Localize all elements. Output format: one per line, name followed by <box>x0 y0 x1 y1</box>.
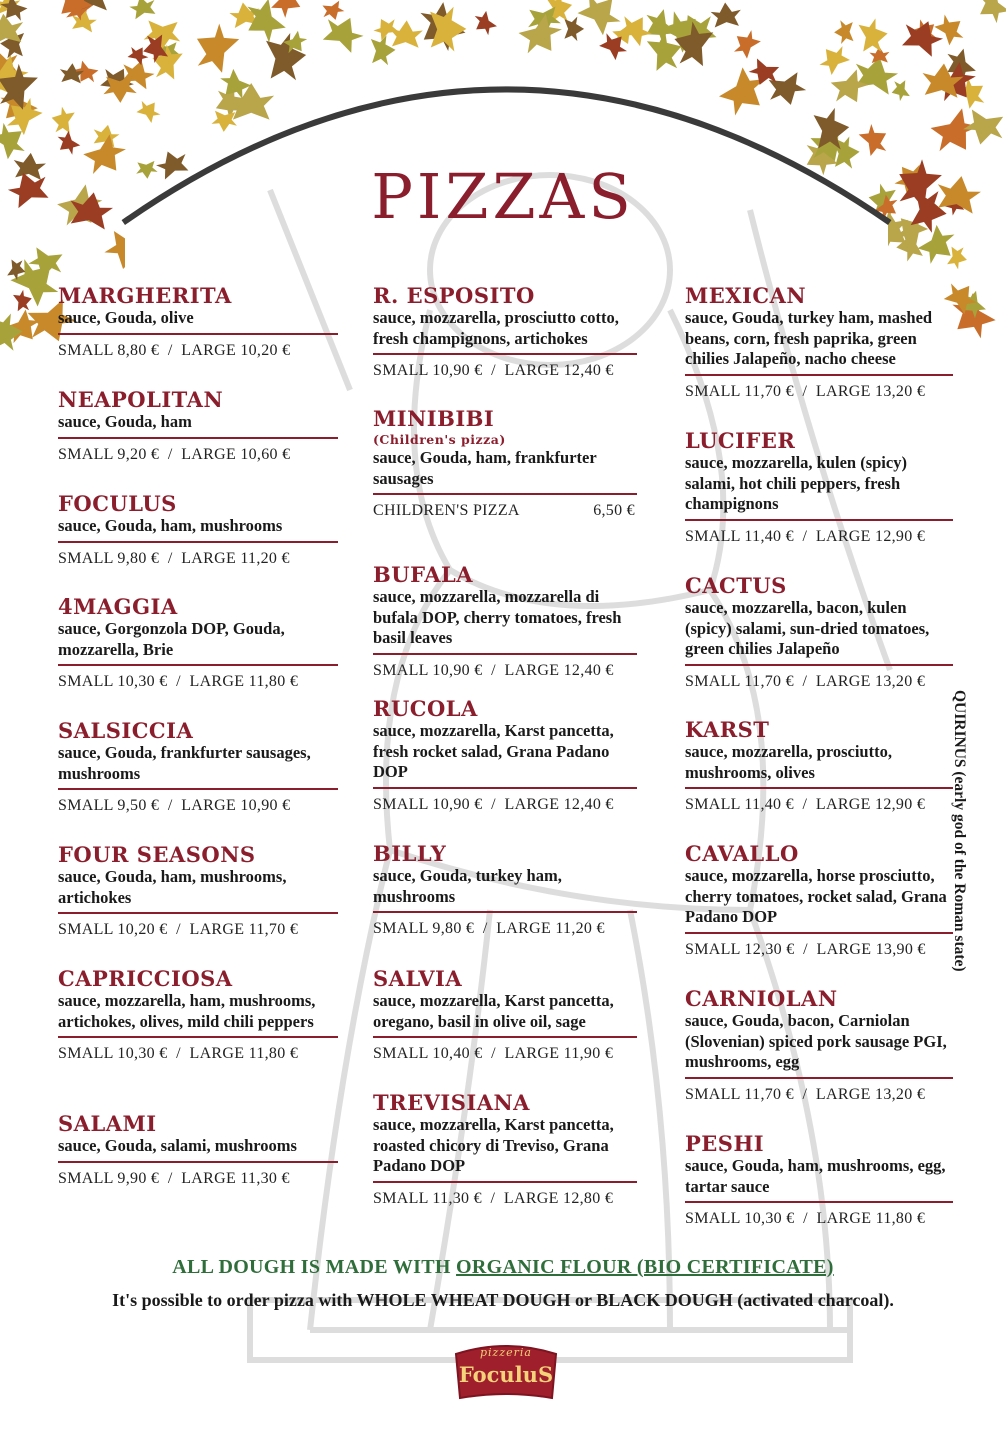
pizza-price <box>373 919 637 939</box>
price-separator: / <box>481 1189 504 1207</box>
pizza-name: R. ESPOSITO <box>373 283 535 308</box>
price-separator: / <box>793 796 816 813</box>
price-large: LARGE 11,90 € <box>504 1045 614 1062</box>
price-large: LARGE 12,80 € <box>503 1189 614 1207</box>
pizza-ingredients: sauce, Gouda, ham, mushrooms <box>58 516 338 543</box>
pizza-price <box>373 361 637 381</box>
menu-item <box>373 407 637 521</box>
pizza-ingredients: sauce, mozzarella, Karst pancetta, fresh rocket salad, Grana Padano DOP <box>373 721 637 789</box>
price-large: LARGE 11,20 € <box>181 549 290 567</box>
pizza-price <box>685 1085 953 1105</box>
price-separator: / <box>482 362 505 379</box>
menu-item <box>373 967 637 1064</box>
pizza-ingredients: sauce, Gouda, turkey ham, mashed beans, corn, fresh paprika, green chilies Jalapeño, nacho cheese <box>685 308 953 376</box>
price-large: LARGE 12,40 € <box>504 795 614 813</box>
price-small: SMALL 10,30 € <box>58 673 168 690</box>
price-separator: / <box>793 527 816 545</box>
price-small: SMALL 11,70 € <box>685 672 794 690</box>
menu-item <box>58 388 338 465</box>
menu-item <box>373 842 637 939</box>
pizza-ingredients: sauce, Gouda, bacon, Carniolan (Slovenian) spiced pork sausage PGI, mushrooms, egg <box>685 1011 953 1079</box>
organic-note-underlined: ORGANIC FLOUR (BIO CERTIFICATE) <box>456 1256 834 1278</box>
pizza-name: SALSICCIA <box>58 718 194 743</box>
pizza-price <box>373 795 637 815</box>
price-small: SMALL 10,40 € <box>373 1045 483 1062</box>
pizza-price <box>58 920 338 940</box>
pizza-ingredients: sauce, Gouda, olive <box>58 308 338 335</box>
price-small: SMALL 10,30 € <box>685 1210 795 1227</box>
pizza-name: PESHI <box>685 1131 765 1156</box>
pizza-ingredients: sauce, Gouda, ham, frankfurter sausages <box>373 448 637 495</box>
menu-item <box>58 967 338 1064</box>
price-small: SMALL 9,20 € <box>58 445 160 463</box>
price-small: SMALL 9,50 € <box>58 797 160 814</box>
pizza-price <box>685 672 953 692</box>
pizza-ingredients: sauce, Gouda, turkey ham, mushrooms <box>373 866 637 913</box>
pizza-name: MEXICAN <box>685 283 807 308</box>
organic-note-prefix: ALL DOUGH IS MADE WITH <box>172 1256 457 1278</box>
dough-options-note: It's possible to order pizza with WHOLE WHEAT DOUGH or BLACK DOUGH (activated charcoal). <box>112 1290 894 1310</box>
price-small: SMALL 9,80 € <box>58 549 160 567</box>
menu-item <box>685 574 953 692</box>
pizza-ingredients: sauce, Gouda, ham <box>58 412 338 439</box>
pizza-price <box>685 382 953 402</box>
price-small: SMALL 11,30 € <box>373 1189 482 1207</box>
price-separator: / <box>482 1045 505 1062</box>
menu-item <box>373 563 637 681</box>
price-small: SMALL 10,20 € <box>58 921 168 938</box>
price-large: LARGE 10,60 € <box>181 445 291 463</box>
logo-pizzeria-text: pizzeria <box>480 1346 532 1359</box>
price-small: SMALL 9,80 € <box>373 920 475 937</box>
price-label: CHILDREN'S PIZZA <box>373 502 520 519</box>
price-separator: / <box>793 672 816 690</box>
price-separator: / <box>159 341 182 359</box>
price-large: LARGE 10,20 € <box>181 341 291 359</box>
pizza-name: KARST <box>685 717 770 742</box>
pizza-price <box>58 445 338 465</box>
price-large: LARGE 13,20 € <box>815 672 926 690</box>
menu-item <box>373 1091 637 1209</box>
pizza-ingredients: sauce, mozzarella, ham, mushrooms, artichokes, olives, mild chili peppers <box>58 991 338 1038</box>
pizza-ingredients: sauce, mozzarella, bacon, kulen (spicy) salami, sun-dried tomatoes, green chilies Jalapeño <box>685 598 953 666</box>
pizza-name: 4MAGGIA <box>58 594 178 619</box>
pizza-name: RUCOLA <box>373 696 478 721</box>
pizza-ingredients: sauce, mozzarella, prosciutto cotto, fresh champignons, artichokes <box>373 308 637 355</box>
menu-item <box>58 492 338 569</box>
menu-item <box>685 1132 953 1229</box>
logo-brand-text: FoculuS <box>458 1362 554 1387</box>
price-value: 6,50 € <box>593 502 635 519</box>
pizza-name: SALAMI <box>58 1111 157 1136</box>
price-small: SMALL 11,40 € <box>685 796 794 813</box>
price-large: LARGE 13,20 € <box>815 382 926 400</box>
pizza-price <box>58 672 338 692</box>
pizza-ingredients: sauce, Gorgonzola DOP, Gouda, mozzarella, Brie <box>58 619 338 666</box>
pizza-price <box>58 796 338 816</box>
pizza-ingredients: sauce, Gouda, ham, mushrooms, artichokes <box>58 867 338 914</box>
price-small: SMALL 10,90 € <box>373 362 483 379</box>
menu-item <box>58 595 338 692</box>
price-large: LARGE 12,40 € <box>504 661 614 679</box>
pizza-name: BILLY <box>373 841 447 866</box>
pizza-ingredients: sauce, mozzarella, horse prosciutto, cherry tomatoes, rocket salad, Grana Padano DOP <box>685 866 953 934</box>
pizza-name: MINIBIBI <box>373 406 495 431</box>
leaf-shape <box>0 313 24 352</box>
price-separator: / <box>159 1169 182 1187</box>
menu-item <box>685 987 953 1105</box>
pizza-price <box>685 795 953 815</box>
price-separator: / <box>482 661 505 679</box>
price-large: LARGE 11,20 € <box>496 920 605 937</box>
pizza-name: NEAPOLITAN <box>58 387 224 412</box>
price-small: SMALL 12,30 € <box>685 940 795 958</box>
foculus-logo <box>452 1340 560 1402</box>
pizza-name: CACTUS <box>685 573 787 598</box>
price-large: LARGE 11,70 € <box>189 921 299 938</box>
price-large: LARGE 11,30 € <box>181 1169 290 1187</box>
price-separator: / <box>167 1045 190 1062</box>
price-large: LARGE 10,90 € <box>181 797 291 814</box>
price-large: LARGE 11,80 € <box>189 1045 299 1062</box>
price-small: SMALL 10,90 € <box>373 795 483 813</box>
price-separator: / <box>482 795 505 813</box>
pizza-name: FOUR SEASONS <box>58 842 256 867</box>
price-separator: / <box>794 1210 817 1227</box>
price-large: LARGE 13,90 € <box>816 940 926 958</box>
pizza-name: SALVIA <box>373 966 463 991</box>
price-separator: / <box>159 797 182 814</box>
pizza-name: CAPRICCIOSA <box>58 966 233 991</box>
pizza-ingredients: sauce, Gouda, ham, mushrooms, egg, tartar sauce <box>685 1156 953 1203</box>
price-separator: / <box>793 382 816 400</box>
pizza-price <box>58 341 338 361</box>
menu-item <box>685 718 953 815</box>
price-small: SMALL 11,70 € <box>685 382 794 400</box>
pizza-price <box>58 1169 338 1189</box>
pizza-ingredients: sauce, mozzarella, kulen (spicy) salami, hot chili peppers, fresh champignons <box>685 453 953 521</box>
pizza-name: MARGHERITA <box>58 283 232 308</box>
pizza-price <box>58 1044 338 1064</box>
price-separator: / <box>793 1085 816 1103</box>
price-small: SMALL 11,40 € <box>685 527 794 545</box>
price-large: LARGE 11,80 € <box>189 673 299 690</box>
price-separator: / <box>159 445 182 463</box>
page-title: PIZZAS <box>371 160 635 233</box>
pizza-name: BUFALA <box>373 562 474 587</box>
menu-item <box>58 719 338 816</box>
menu-item <box>373 284 637 381</box>
statue-caption: QUIRINUS (early god of the Roman state) <box>951 690 968 972</box>
price-separator: / <box>167 673 190 690</box>
price-small: SMALL 10,90 € <box>373 661 483 679</box>
pizza-name: CAVALLO <box>685 841 799 866</box>
pizza-price <box>58 549 338 569</box>
pizza-ingredients: sauce, Gouda, frankfurter sausages, mushrooms <box>58 743 338 790</box>
organic-flour-note <box>0 1256 1006 1279</box>
pizza-ingredients: sauce, mozzarella, prosciutto, mushrooms, olives <box>685 742 953 789</box>
pizza-name: TREVISIANA <box>373 1090 530 1115</box>
price-separator: / <box>794 940 817 958</box>
pizza-price <box>373 501 635 521</box>
pizza-name: CARNIOLAN <box>685 986 838 1011</box>
price-large: LARGE 11,80 € <box>816 1210 926 1227</box>
price-large: LARGE 13,20 € <box>815 1085 926 1103</box>
price-small: SMALL 8,80 € <box>58 341 160 359</box>
price-separator: / <box>167 921 190 938</box>
menu-item <box>373 697 637 815</box>
price-separator: / <box>474 920 497 937</box>
price-small: SMALL 10,30 € <box>58 1045 168 1062</box>
pizza-price <box>373 1044 637 1064</box>
menu-item <box>685 842 953 960</box>
pizza-name: FOCULUS <box>58 491 177 516</box>
pizza-price <box>685 940 953 960</box>
price-small: SMALL 11,70 € <box>685 1085 794 1103</box>
menu-item <box>685 284 953 402</box>
pizza-price <box>373 1189 637 1209</box>
pizza-ingredients: sauce, Gouda, salami, mushrooms <box>58 1136 338 1163</box>
menu-item <box>58 284 338 361</box>
pizza-ingredients: sauce, mozzarella, Karst pancetta, oregano, basil in olive oil, sage <box>373 991 637 1038</box>
menu-item <box>685 429 953 547</box>
pizza-price <box>685 527 953 547</box>
price-large: LARGE 12,90 € <box>815 527 926 545</box>
price-separator: / <box>159 549 182 567</box>
menu-item <box>58 1112 338 1189</box>
price-large: LARGE 12,40 € <box>504 362 614 379</box>
price-large: LARGE 12,90 € <box>815 796 926 813</box>
price-small: SMALL 9,90 € <box>58 1169 160 1187</box>
menu-item <box>58 843 338 940</box>
pizza-subtitle: (Children's pizza) <box>373 432 506 447</box>
pizza-ingredients: sauce, mozzarella, mozzarella di bufala DOP, cherry tomatoes, fresh basil leaves <box>373 587 637 655</box>
pizza-price <box>373 661 637 681</box>
pizza-name: LUCIFER <box>685 428 796 453</box>
pizza-price <box>685 1209 953 1229</box>
pizza-ingredients: sauce, mozzarella, Karst pancetta, roasted chicory di Treviso, Grana Padano DOP <box>373 1115 637 1183</box>
